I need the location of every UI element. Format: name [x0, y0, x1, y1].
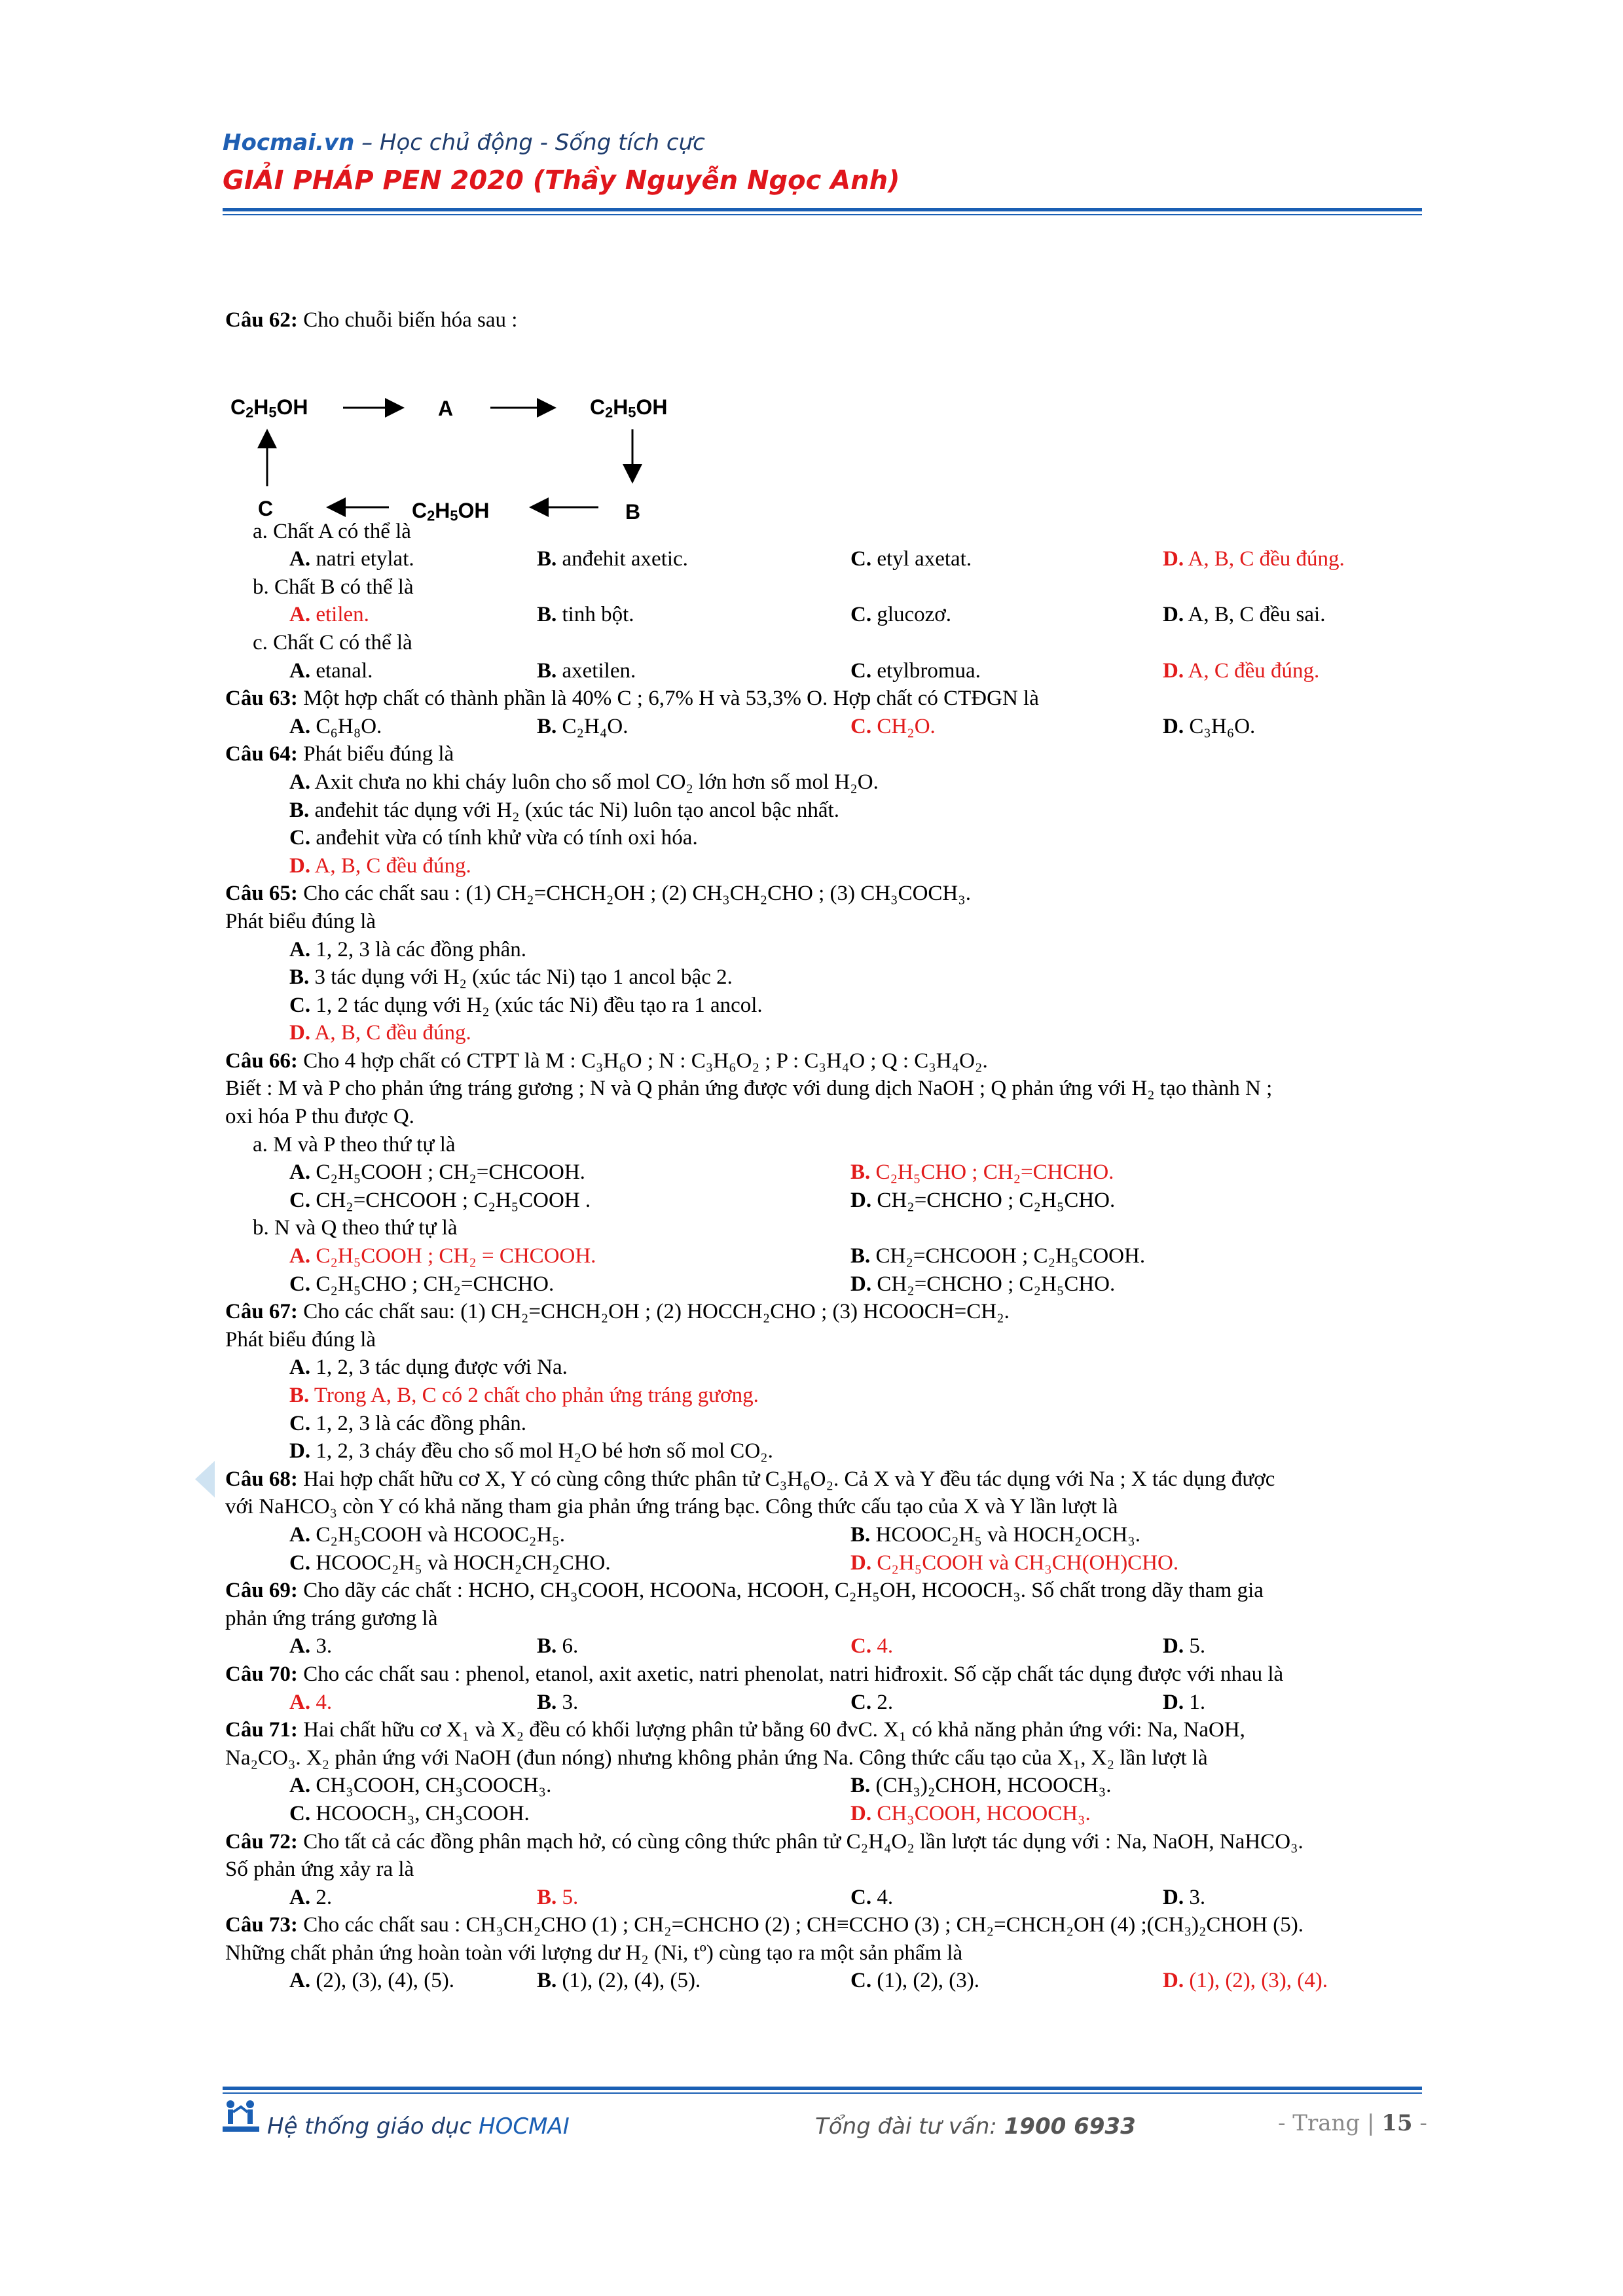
q72-line2: Số phản ứng xảy ra là	[225, 1857, 414, 1882]
question-number: Câu 70:	[225, 1662, 298, 1686]
reaction-arrows	[225, 334, 749, 518]
question-stem: Cho 4 hợp chất có CTPT là M : C₃H₆O ; N : C₃H₆O₂ ; P : C₃H₄O ; Q : C₃H₄O₂.	[297, 1049, 988, 1073]
option-b[interactable]: B. anđehit axetic.	[537, 547, 688, 571]
question-content	[225, 306, 1430, 1995]
option-a-correct[interactable]: A. C₂H₅COOH ; CH₂ = CHCOOH.	[289, 1244, 596, 1268]
option-b[interactable]: B. CH₂=CHCOOH ; C₂H₅COOH.	[850, 1244, 1146, 1268]
option-b[interactable]: B. 3.	[537, 1690, 579, 1714]
header-tagline	[223, 130, 705, 156]
question-68	[225, 1465, 1430, 1494]
question-number: Câu 69:	[225, 1579, 298, 1603]
option-a[interactable]: A. C₂H₅COOH ; CH₂=CHCOOH.	[289, 1160, 585, 1185]
footer-rule	[223, 2087, 1422, 2090]
option-d-correct[interactable]: D. A, B, C đều đúng.	[289, 853, 471, 878]
hocmai-logo-icon	[223, 2098, 259, 2134]
question-63	[225, 685, 1430, 713]
option-d[interactable]: D. 3.	[1163, 1885, 1206, 1909]
option-d-correct[interactable]: D. A, B, C đều đúng.	[1163, 547, 1345, 571]
option-b-correct[interactable]: B. Trong A, B, C có 2 chất cho phản ứng tráng gương.	[289, 1384, 759, 1407]
header-rule	[223, 208, 1422, 211]
question-stem: Cho các chất sau : phenol, etanol, axit axetic, natri phenolat, natri hiđroxit. Số cặp chất tác dụng được với nhau là	[297, 1662, 1284, 1686]
option-c[interactable]: C. CH₂=CHCOOH ; C₂H₅COOH .	[289, 1188, 591, 1212]
option-b[interactable]: B. anđehit tác dụng với H₂ (xúc tác Ni) luôn tạo ancol bậc nhất.	[289, 798, 839, 822]
option-d-correct[interactable]: D. C₂H₅COOH và CH₃CH(OH)CHO.	[850, 1551, 1179, 1575]
q66-a-stem: a. M và P theo thứ tự là	[253, 1132, 456, 1157]
question-number: Câu 72:	[225, 1829, 298, 1854]
q65-stem2: Phát biểu đúng là	[225, 909, 376, 933]
option-a[interactable]: A. etanal.	[289, 658, 373, 683]
q68-line2: với NaHCO₃ còn Y có khả năng tham gia phản ứng tráng bạc. Công thức cấu tạo của X và Y lần lượt là	[225, 1495, 1118, 1519]
option-d[interactable]: D. 5.	[1163, 1634, 1206, 1659]
option-a-correct[interactable]: A. etilen.	[289, 603, 369, 627]
question-stem: Cho chuỗi biến hóa sau :	[297, 308, 518, 332]
question-70	[225, 1660, 1430, 1689]
footer-left: Hệ thống giáo dục HOCMAI	[267, 2113, 570, 2140]
q66-line3: oxi hóa P thu được Q.	[225, 1105, 414, 1129]
q63-options	[225, 713, 1430, 741]
diagram-ethanol-start: $C_2H_5OH$	[230, 395, 308, 420]
option-d[interactable]: D. 1.	[1163, 1690, 1206, 1714]
option-a[interactable]: A. natri etylat.	[289, 547, 414, 571]
option-d-correct[interactable]: D. CH₃COOH, HCOOCH₃.	[850, 1801, 1091, 1825]
option-b[interactable]: B. HCOOC₂H₅ và HOCH₂OCH₃.	[850, 1522, 1140, 1547]
question-73	[225, 1911, 1430, 1939]
question-66	[225, 1047, 1430, 1075]
site-name[interactable]: Hocmai.vn	[223, 130, 355, 156]
option-a[interactable]: A. 3.	[289, 1634, 333, 1659]
option-a-correct[interactable]: A. 4.	[289, 1690, 333, 1714]
option-c-correct[interactable]: C. CH₂O.	[850, 714, 936, 738]
question-71	[225, 1716, 1430, 1744]
question-number: Câu 73:	[225, 1913, 298, 1937]
footer-rule-thin	[223, 2092, 1422, 2094]
q72-options	[225, 1884, 1430, 1912]
q73-options	[225, 1967, 1430, 1995]
option-b[interactable]: B. 6.	[537, 1634, 579, 1659]
question-stem: Hai chất hữu cơ X₁ và X₂ đều có khối lượng phân tử bằng 60 đvC. X₁ có khả năng phản ứng với: Na, NaOH,	[297, 1718, 1245, 1742]
option-c[interactable]: C. HCOOC₂H₅ và HOCH₂CH₂CHO.	[289, 1551, 611, 1575]
q66-line2: Biết : M và P cho phản ứng tráng gương ; N và Q phản ứng được với dung dịch NaOH ; Q phản ứng với H₂ tạo thành N ;	[225, 1077, 1273, 1101]
reaction-diagram	[225, 334, 1430, 524]
option-c[interactable]: C. etylbromua.	[850, 658, 981, 683]
option-d[interactable]: D. 1, 2, 3 cháy đều cho số mol H₂O bé hơn số mol CO₂.	[289, 1439, 773, 1463]
option-b[interactable]: B. (1), (2), (4), (5).	[537, 1969, 701, 1993]
q70-options	[225, 1689, 1430, 1717]
option-c[interactable]: C. C₂H₅CHO ; CH₂=CHCHO.	[289, 1272, 555, 1296]
page-nav-left-icon[interactable]	[195, 1461, 215, 1498]
diagram-a: A	[438, 396, 454, 420]
document-title: GIẢI PHÁP PEN 2020 (Thầy Nguyễn Ngọc Anh)	[223, 166, 900, 196]
question-stem: Cho các chất sau : (1) CH₂=CHCH₂OH ; (2) CH₃CH₂CHO ; (3) CH₃COCH₃.	[297, 882, 971, 906]
header-rule-thin	[223, 214, 1422, 215]
question-stem: Cho dãy các chất : HCHO, CH₃COOH, HCOONa, HCOOH, C₂H₅OH, HCOOCH₃. Số chất trong dãy tham gia	[297, 1579, 1264, 1603]
option-c[interactable]: C. glucozơ.	[850, 603, 952, 627]
q67-stem2: Phát biểu đúng là	[225, 1327, 376, 1352]
option-a[interactable]: A. C₂H₅COOH và HCOOC₂H₅.	[289, 1522, 565, 1547]
question-stem: Cho tất cả các đồng phân mạch hở, có cùng công thức phân tử C₂H₄O₂ lần lượt tác dụng với : Na, NaOH, NaHCO₃.	[297, 1829, 1304, 1854]
q62-c-stem: c. Chất C có thể là	[253, 630, 412, 655]
q73-line2: Những chất phản ứng hoàn toàn với lượng dư H₂ (Ni, tº) cùng tạo ra một sản phẩm là	[225, 1941, 963, 1965]
q62-b-stem: b. Chất B có thể là	[253, 575, 414, 599]
option-d-correct[interactable]: D. A, B, C đều đúng.	[289, 1021, 471, 1045]
option-b[interactable]: B. C₂H₄O.	[537, 714, 629, 738]
option-a[interactable]: A. (2), (3), (4), (5).	[289, 1969, 455, 1993]
q62-c-options	[225, 657, 1430, 685]
tagline: – Học chủ động - Sống tích cực	[354, 130, 705, 156]
question-65	[225, 880, 1430, 908]
option-a[interactable]: A. C₆H₈O.	[289, 714, 382, 738]
question-number: Câu 67:	[225, 1300, 298, 1324]
question-72	[225, 1828, 1430, 1856]
option-b[interactable]: B. tinh bột.	[537, 603, 634, 627]
option-d[interactable]: D. A, B, C đều sai.	[1163, 603, 1326, 627]
question-number: Câu 66:	[225, 1049, 298, 1073]
question-number: Câu 65:	[225, 882, 298, 906]
diagram-c: C	[258, 496, 274, 520]
question-number: Câu 62:	[225, 308, 298, 332]
option-b[interactable]: B. axetilen.	[537, 658, 636, 683]
option-b-correct[interactable]: B. 5.	[537, 1885, 579, 1909]
q71-line2: Na₂CO₃. X₂ phản ứng với NaOH (đun nóng) nhưng không phản ứng Na. Công thức cấu tạo của X₁, X₂ lần lượt là	[225, 1746, 1208, 1770]
option-c-correct[interactable]: C. 4.	[850, 1634, 894, 1659]
footer-hotline: Tổng đài tư vấn: 1900 6933	[815, 2113, 1136, 2140]
q66-b-row2	[225, 1270, 1430, 1299]
option-d-correct[interactable]: D. (1), (2), (3), (4).	[1163, 1969, 1328, 1993]
option-a[interactable]: A. 1, 2, 3 là các đồng phân.	[289, 937, 526, 961]
option-a[interactable]: A. 1, 2, 3 tác dụng được với Na.	[289, 1355, 568, 1380]
question-number: Câu 71:	[225, 1718, 298, 1742]
option-d[interactable]: D. CH₂=CHCHO ; C₂H₅CHO.	[850, 1272, 1116, 1296]
option-a[interactable]: A. Axit chưa no khi cháy luôn cho số mol CO₂ lớn hơn số mol H₂O.	[289, 770, 879, 794]
option-c[interactable]: C. (1), (2), (3).	[850, 1969, 980, 1993]
q66-a-row2	[225, 1187, 1430, 1215]
question-stem: Một hợp chất có thành phần là 40% C ; 6,7% H và 53,3% O. Hợp chất có CTĐGN là	[297, 687, 1039, 711]
q62-a-stem: a. Chất A có thể là	[253, 519, 411, 543]
option-b-correct[interactable]: B. C₂H₅CHO ; CH₂=CHCHO.	[850, 1160, 1114, 1185]
option-a[interactable]: A. 2.	[289, 1885, 333, 1909]
option-c[interactable]: C. 2.	[850, 1690, 894, 1714]
q66-b-stem: b. N và Q theo thứ tự là	[253, 1216, 458, 1240]
question-stem: Cho các chất sau: (1) CH₂=CHCH₂OH ; (2) HOCCH₂CHO ; (3) HCOOCH=CH₂.	[297, 1300, 1010, 1324]
q69-line2: phản ứng tráng gương là	[225, 1606, 438, 1630]
q69-options	[225, 1632, 1430, 1660]
option-c[interactable]: C. anđehit vừa có tính khử vừa có tính oxi hóa.	[289, 826, 698, 850]
option-b[interactable]: B. (CH₃)₂CHOH, HCOOCH₃.	[850, 1774, 1112, 1798]
question-stem: Phát biểu đúng là	[297, 742, 454, 766]
question-number: Câu 68:	[225, 1467, 298, 1491]
option-d[interactable]: D. CH₂=CHCHO ; C₂H₅CHO.	[850, 1188, 1116, 1212]
page-number: - Trang | 15 -	[1278, 2110, 1427, 2136]
footer-brand[interactable]: HOCMAI	[479, 2113, 570, 2140]
q68-row2	[225, 1549, 1430, 1577]
hotline-number[interactable]: 1900 6933	[1004, 2113, 1136, 2140]
question-stem: Cho các chất sau : CH₃CH₂CHO (1) ; CH₂=CHCHO (2) ; CH≡CCHO (3) ; CH₂=CHCH₂OH (4) ;(CH₃)₂CHOH (5).	[297, 1913, 1304, 1937]
question-69	[225, 1577, 1430, 1605]
question-stem: Hai hợp chất hữu cơ X, Y có cùng công thức phân tử C₃H₆O₂. Cả X và Y đều tác dụng với Na ; X tác dụng được	[297, 1467, 1275, 1491]
question-64	[225, 740, 1430, 768]
q71-row2	[225, 1800, 1430, 1828]
question-62	[225, 306, 1430, 334]
question-number: Câu 63:	[225, 687, 298, 711]
q71-row1	[225, 1772, 1430, 1800]
q66-b-row1	[225, 1242, 1430, 1270]
q66-a-row1	[225, 1158, 1430, 1187]
diagram-b: B	[625, 499, 641, 524]
q62-a-options	[225, 545, 1430, 573]
option-a[interactable]: A. CH₃COOH, CH₃COOCH₃.	[289, 1774, 552, 1798]
option-c[interactable]: C. HCOOCH₃, CH₃COOH.	[289, 1801, 530, 1825]
option-c[interactable]: C. 1, 2, 3 là các đồng phân.	[289, 1411, 526, 1435]
diagram-ethanol-right: $C_2H_5OH$	[590, 395, 668, 420]
option-d-correct[interactable]: D. A, C đều đúng.	[1163, 658, 1320, 683]
diagram-ethanol-bottom: $C_2H_5OH$	[412, 498, 490, 524]
option-d[interactable]: D. C₃H₆O.	[1163, 714, 1256, 738]
option-b[interactable]: B. 3 tác dụng với H₂ (xúc tác Ni) tạo 1 ancol bậc 2.	[289, 965, 733, 990]
question-67	[225, 1298, 1430, 1326]
q62-b-options	[225, 601, 1430, 629]
option-c[interactable]: C. 1, 2 tác dụng với H₂ (xúc tác Ni) đều tạo ra 1 ancol.	[289, 993, 763, 1017]
question-number: Câu 64:	[225, 742, 298, 766]
option-c[interactable]: C. etyl axetat.	[850, 547, 972, 571]
q68-row1	[225, 1521, 1430, 1549]
option-c[interactable]: C. 4.	[850, 1885, 894, 1909]
